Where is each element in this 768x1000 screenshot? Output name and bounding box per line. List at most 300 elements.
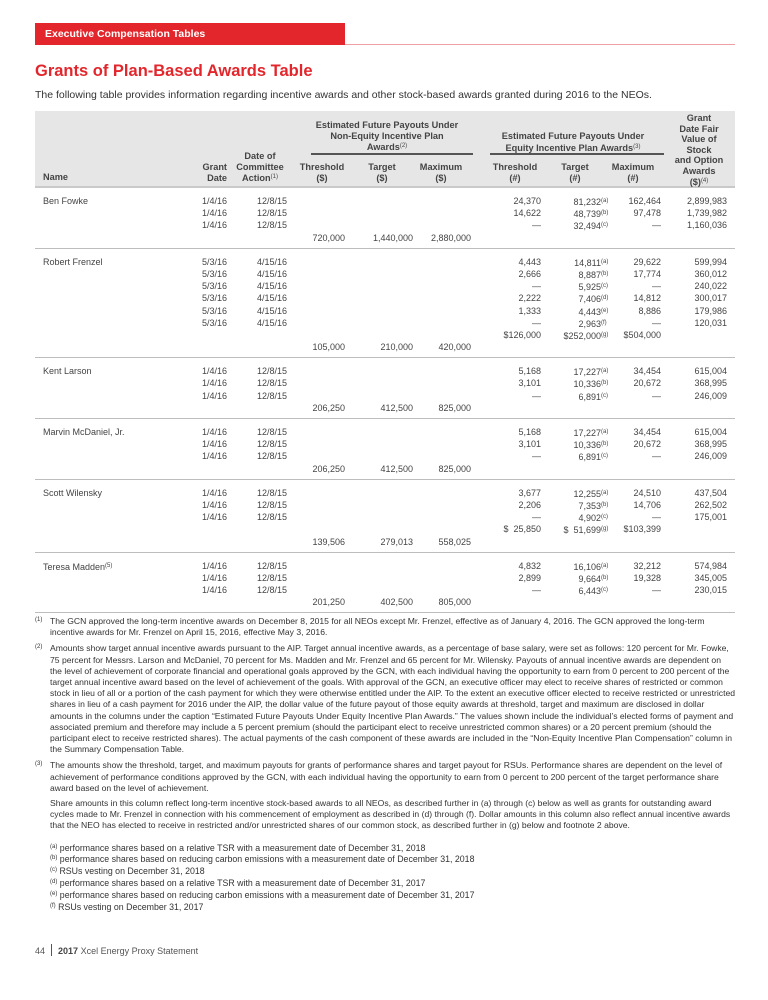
equity-threshold: 3,101 — [518, 439, 541, 450]
note-text: RSUs vesting on December 31, 2017 — [58, 901, 204, 912]
grant-date: 1/4/16 — [201, 451, 227, 462]
equity-threshold: — — [532, 317, 541, 328]
footnote-mark: (3) — [35, 761, 43, 768]
equity-target — [541, 207, 611, 220]
executive-group — [35, 480, 735, 553]
equity-maximum: 32,212 — [633, 560, 661, 571]
equity-threshold: 14,622 — [513, 208, 541, 219]
equity-target-value: 10,336 — [573, 379, 601, 390]
equity-maximum: 24,510 — [633, 487, 661, 498]
equity-target-value: $252,000 — [563, 330, 601, 341]
equity-maximum: 20,672 — [633, 378, 661, 389]
equity-target-value: 14,811 — [574, 257, 601, 268]
grants-table — [35, 111, 735, 613]
award-type-note — [50, 877, 735, 889]
equity-threshold: 2,899 — [518, 572, 541, 583]
equity-target-value: 4,902 — [578, 513, 601, 524]
executive-name — [43, 256, 103, 268]
committee-action-date: 12/8/15 — [256, 378, 287, 389]
equity-threshold: — — [532, 220, 541, 231]
footnote-ref: (c) — [601, 392, 608, 399]
equity-target — [541, 438, 611, 451]
equity-target — [541, 450, 611, 463]
equity-target — [541, 426, 611, 439]
equity-maximum: 34,454 — [633, 366, 661, 377]
equity-target-value: 9,664 — [578, 573, 601, 584]
grant-date-fair-value: 368,995 — [694, 439, 727, 450]
table-row — [35, 390, 735, 402]
committee-action-date: 4/15/16 — [256, 305, 287, 316]
footnote — [35, 643, 735, 755]
grant-date: 1/4/16 — [201, 366, 227, 377]
executive-group — [35, 188, 735, 249]
grant-date-fair-value: 615,004 — [694, 366, 727, 377]
equity-target — [541, 487, 611, 500]
equity-target — [541, 317, 611, 330]
equity-target-value: 6,891 — [578, 452, 601, 463]
table-row — [35, 365, 735, 377]
equity-target — [541, 268, 611, 281]
table-row — [35, 329, 735, 341]
executive-name-text: Ben Fowke — [43, 196, 89, 206]
grant-date: 1/4/16 — [201, 196, 227, 206]
executive-name-text: Teresa Madden — [43, 561, 106, 572]
page-footer — [35, 944, 198, 956]
committee-action-date: 12/8/15 — [256, 585, 287, 596]
grant-date-fair-value: 246,009 — [694, 451, 727, 462]
grant-date-fair-value: 246,009 — [694, 390, 727, 401]
table-row — [35, 572, 735, 584]
non-equity-maximum: 825,000 — [438, 463, 471, 474]
equity-target-value: 32,494 — [573, 221, 601, 232]
grant-date: 5/3/16 — [201, 268, 227, 279]
non-equity-row — [35, 463, 735, 475]
table-row — [35, 499, 735, 511]
equity-threshold: $126,000 — [503, 329, 541, 340]
table-row — [35, 438, 735, 450]
committee-action-date: 12/8/15 — [256, 487, 287, 498]
grant-date-fair-value: 599,994 — [694, 256, 727, 267]
equity-target — [541, 280, 611, 293]
footnote-text: Amounts show target annual incentive awards pursuant to the AIP. Target annual incentive awards, as a percentage of base salary, were set as follows: 120 percent for Mr. Fowke, 75 percent for Messrs. Larson and McDaniel, 70 percent for Ms. Madden and Mr. Frenzel and 65 percent for Mr. Wilensky. Payouts of annual incentive awards are dependent on the level of achievement of corporate financial and operational goals approved by the GCN, with each individual having the opportunity to earn from 0 percent to 200 percent of the target annual incentive award based on the level of achievement of the goals. With approval of the GCN, an executive officer may elect to receive shares of restricted or common stock in lieu of all or a portion of the cash payment for which they were otherwise entitled under the AIP. To the extent an executive officer elected to receive restricted or unrestricted shares in lieu of a cash payment for 2016 under the AIP, the dollar value of the future payout of those equity awards at threshold, target and maximum are disclosed in dollar amounts in the columns under the caption “Estimated Future Payouts Under Equity Incentive Plan Awards.” The values shown include the individual’s elected forms of payment and associated premium and therefore may include a 5 percent premium (should the participant elect to receive unrestricted common shares) or a 20 percent premium (should the participant elect to receive restricted shares). The actual payments of the cash component of these awards are included in the “Non-Equity Incentive Plan Compensation” column in the Summary Compensation Table. — [50, 643, 736, 755]
non-equity-threshold: 206,250 — [312, 463, 345, 474]
equity-group-rule — [490, 153, 664, 155]
grant-date-fair-value: 179,986 — [694, 305, 727, 316]
footnote-ref: (a) — [601, 562, 609, 569]
table-row — [35, 317, 735, 329]
note-text: performance shares based on a relative TSR with a measurement date of December 31, 2017 — [59, 878, 426, 889]
equity-maximum: 14,812 — [633, 293, 661, 304]
equity-threshold: 5,168 — [518, 366, 541, 377]
equity-threshold: — — [532, 390, 541, 401]
grant-date: 1/4/16 — [201, 585, 227, 596]
table-row — [35, 280, 735, 292]
grant-date: 1/4/16 — [201, 439, 227, 450]
equity-maximum: 17,774 — [633, 268, 661, 279]
footer-title: Xcel Energy Proxy Statement — [80, 946, 199, 956]
table-row — [35, 450, 735, 462]
non-equity-target: 402,500 — [380, 597, 413, 608]
header-grant-date: Grant Date — [202, 162, 227, 183]
footnote-ref: (5) — [105, 562, 113, 569]
header-ne-target: Target ($) — [368, 162, 396, 183]
equity-threshold: — — [532, 585, 541, 596]
non-equity-threshold: 139,506 — [312, 536, 345, 547]
footnote-ref: (b) — [601, 441, 609, 448]
footnote-ref: (e) — [601, 307, 609, 314]
page-number: 44 — [35, 946, 46, 956]
footnote-mark: (1) — [35, 617, 43, 623]
executive-name — [43, 195, 88, 207]
award-type-note — [50, 901, 735, 913]
note-mark: (e) — [50, 890, 58, 897]
grant-date: 5/3/16 — [201, 293, 227, 304]
table-row — [35, 560, 735, 572]
header-committee-action: Date of Committee Action$^{(1)}$ — [236, 151, 284, 183]
grant-date-fair-value: 368,995 — [694, 378, 727, 389]
table-row — [35, 268, 735, 280]
equity-maximum: $504,000 — [623, 329, 661, 340]
equity-threshold: — — [532, 512, 541, 523]
committee-action-date: 4/15/16 — [256, 281, 287, 292]
grant-date: 1/4/16 — [201, 487, 227, 498]
equity-threshold: 3,677 — [518, 487, 541, 498]
award-type-notes — [50, 842, 735, 913]
equity-target-value: 16,106 — [573, 561, 601, 572]
equity-target-value: 6,891 — [578, 391, 601, 402]
table-row — [35, 584, 735, 596]
grant-date: 5/3/16 — [201, 281, 227, 292]
non-equity-target: 279,013 — [380, 536, 413, 547]
equity-maximum: — — [652, 390, 661, 401]
footnote-ref: (b) — [601, 501, 609, 508]
note-mark: (a) — [50, 843, 58, 850]
equity-threshold: 3,101 — [518, 378, 541, 389]
grant-date-fair-value: 437,504 — [694, 487, 727, 498]
executive-name-text: Kent Larson — [43, 366, 92, 377]
footnote-ref: (a) — [601, 429, 609, 435]
equity-maximum: 8,886 — [638, 305, 661, 316]
committee-action-date: 12/8/15 — [256, 220, 287, 231]
header-eq-threshold: Threshold (#) — [492, 162, 538, 183]
note-mark: (c) — [50, 867, 57, 874]
equity-target — [541, 365, 611, 378]
table-row — [35, 292, 735, 304]
non-equity-maximum: 805,000 — [438, 597, 471, 608]
non-equity-row — [35, 596, 735, 608]
equity-target-value: 17,227 — [573, 428, 601, 438]
grant-date: 1/4/16 — [201, 427, 227, 437]
footnote-ref: (g) — [601, 526, 609, 533]
header-non-equity-group: Estimated Future Payouts Under Non-Equity Incentive Plan Awards$^{(2)}$ — [315, 120, 459, 152]
page-title: Grants of Plan-Based Awards Table — [35, 62, 313, 80]
equity-target — [541, 256, 611, 269]
header-name: Name — [43, 172, 69, 182]
note-mark: (d) — [50, 879, 58, 886]
non-equity-group-rule — [311, 153, 473, 155]
grant-date-fair-value: 345,005 — [694, 572, 727, 583]
committee-action-date: 4/15/16 — [256, 268, 287, 279]
equity-maximum: $103,399 — [623, 524, 661, 535]
equity-target-value: 7,406 — [578, 294, 601, 305]
header-ne-maximum: Maximum ($) — [419, 162, 463, 183]
table-header — [35, 111, 735, 188]
equity-threshold: 2,206 — [518, 499, 541, 510]
header-equity-group: Estimated Future Payouts Under Equity Incentive Plan Awards$^{(3)}$ — [501, 131, 645, 153]
footnote-ref: (c) — [601, 453, 608, 460]
non-equity-maximum: 558,025 — [438, 536, 471, 547]
footnote-ref: (c) — [601, 222, 608, 229]
equity-maximum: 19,328 — [633, 572, 661, 583]
executive-name-text: Scott Wilensky — [43, 487, 103, 498]
table-row — [35, 377, 735, 389]
table-row — [35, 426, 735, 438]
grant-date: 1/4/16 — [201, 208, 227, 219]
equity-maximum: — — [652, 317, 661, 328]
equity-target — [541, 195, 611, 208]
grant-date-fair-value: 360,012 — [694, 268, 727, 279]
committee-action-date: 4/15/16 — [256, 293, 287, 304]
executive-group — [35, 419, 735, 480]
banner-divider — [345, 44, 735, 45]
grant-date-fair-value: 1,739,982 — [686, 208, 727, 219]
executive-group — [35, 553, 735, 614]
equity-maximum: 97,478 — [633, 208, 661, 219]
non-equity-target: 412,500 — [380, 463, 413, 474]
committee-action-date: 12/8/15 — [256, 512, 287, 523]
footnote-ref: (c) — [601, 514, 608, 521]
executive-name — [43, 487, 102, 499]
committee-action-date: 12/8/15 — [256, 427, 287, 437]
grant-date: 1/4/16 — [201, 572, 227, 583]
non-equity-threshold: 105,000 — [312, 342, 345, 353]
footnote-text: The GCN approved the long-term incentive awards on December 8, 2015 for all NEOs except Mr. Frenzel, effective as of January 4, 2016. The GCN approved the long-term incentive awards for Mr. Frenzel on April 15, 2016, effective May 3, 2016. — [50, 616, 705, 638]
equity-threshold: 24,370 — [513, 196, 541, 206]
equity-maximum: 29,622 — [633, 256, 661, 267]
header-eq-maximum: Maximum (#) — [611, 162, 655, 183]
footnotes — [35, 616, 735, 912]
equity-maximum: — — [652, 281, 661, 292]
grant-date: 1/4/16 — [201, 560, 227, 571]
grant-date-fair-value: 2,899,983 — [686, 196, 727, 206]
header-eq-target: Target (#) — [561, 162, 589, 183]
equity-target — [541, 329, 611, 342]
non-equity-maximum: 2,880,000 — [430, 232, 471, 243]
grant-date-fair-value: 175,001 — [694, 512, 727, 523]
committee-action-date: 12/8/15 — [256, 451, 287, 462]
committee-action-date: 12/8/15 — [256, 196, 287, 206]
non-equity-threshold: 201,250 — [312, 597, 345, 608]
equity-threshold: — — [532, 451, 541, 462]
footnote-text: The amounts show the threshold, target, and maximum payouts for grants of performance shares and target payout for RSUs. Performance shares are dependent on the level of achievement of performance conditions approved by the GCN, with each individual having the opportunity to earn from 0 percent to 200 percent of the target performance share award based on the level of achievement. — [50, 760, 723, 793]
table-row — [35, 207, 735, 219]
grant-date: 5/3/16 — [201, 256, 227, 267]
footnote — [35, 760, 735, 831]
footnote-mark: (2) — [35, 644, 43, 651]
grant-date-fair-value: 240,022 — [694, 281, 727, 292]
footnote-ref: (c) — [601, 283, 608, 290]
equity-target — [541, 292, 611, 305]
section-banner — [35, 23, 735, 46]
footnote-ref: (b) — [601, 380, 609, 387]
equity-target-value: 81,232 — [573, 197, 601, 207]
equity-target-value: 48,739 — [573, 209, 601, 220]
footnote-ref: (a) — [601, 198, 609, 204]
equity-threshold: 4,832 — [518, 560, 541, 571]
grant-date-fair-value: 574,984 — [694, 560, 727, 571]
note-text: RSUs vesting on December 31, 2018 — [59, 866, 205, 877]
award-type-note — [50, 865, 735, 877]
grant-date: 1/4/16 — [201, 499, 227, 510]
table-row — [35, 487, 735, 499]
equity-target — [541, 560, 611, 573]
section-banner-label: Executive Compensation Tables — [35, 23, 345, 45]
executive-name-text: Robert Frenzel — [43, 256, 103, 267]
footnote-ref: (b) — [601, 574, 609, 581]
note-mark: (f) — [50, 902, 56, 909]
executive-name-text: Marvin McDaniel, Jr. — [43, 427, 125, 437]
grant-date: 1/4/16 — [201, 378, 227, 389]
grant-date: 1/4/16 — [201, 220, 227, 231]
equity-target-value: 2,963 — [578, 318, 601, 329]
executive-name — [43, 560, 112, 573]
table-row — [35, 219, 735, 231]
intro-text: The following table provides information regarding incentive awards and other stock-based awards granted during 2016 to the NEOs. — [35, 89, 652, 101]
footnote-ref: (b) — [601, 210, 609, 217]
equity-target — [541, 499, 611, 512]
equity-target-value: 12,255 — [573, 488, 601, 499]
table-row — [35, 523, 735, 535]
non-equity-maximum: 825,000 — [438, 402, 471, 413]
grant-date-fair-value: 1,160,036 — [686, 220, 727, 231]
committee-action-date: 12/8/15 — [256, 572, 287, 583]
non-equity-row — [35, 341, 735, 353]
grant-date-fair-value: 120,031 — [694, 317, 727, 328]
equity-maximum: 14,706 — [633, 499, 661, 510]
table-row — [35, 511, 735, 523]
non-equity-row — [35, 536, 735, 548]
non-equity-maximum: 420,000 — [438, 342, 471, 353]
grant-date: 1/4/16 — [201, 390, 227, 401]
committee-action-date: 12/8/15 — [256, 560, 287, 571]
committee-action-date: 12/8/15 — [256, 366, 287, 377]
equity-threshold: 2,222 — [518, 293, 541, 304]
equity-target — [541, 572, 611, 585]
equity-threshold: 1,333 — [518, 305, 541, 316]
executive-group — [35, 358, 735, 419]
equity-maximum: — — [652, 585, 661, 596]
award-type-note — [50, 889, 735, 901]
equity-target-value: $ 51,699 — [563, 525, 601, 536]
table-body — [35, 188, 735, 613]
note-text: performance shares based on reducing carbon emissions with a measurement date of December 31, 2018 — [59, 854, 475, 865]
equity-target-value: 4,443 — [578, 306, 601, 317]
header-fair-value: Grant Date Fair Value of Stock and Option Awards ($)$^{(4)}$ — [674, 113, 724, 187]
equity-target-value: 17,227 — [573, 367, 601, 378]
table-row — [35, 256, 735, 268]
equity-target-value: 8,887 — [578, 269, 601, 280]
grant-date: 1/4/16 — [201, 512, 227, 523]
equity-threshold: $ 25,850 — [503, 524, 541, 535]
equity-target — [541, 511, 611, 524]
equity-target — [541, 584, 611, 597]
footnote-ref: (a) — [601, 258, 609, 265]
footnote-ref: (a) — [601, 368, 609, 375]
footer-divider — [51, 944, 52, 956]
note-mark: (b) — [50, 855, 58, 862]
executive-group — [35, 249, 735, 359]
footer-year: 2017 — [58, 946, 79, 956]
committee-action-date: 4/15/16 — [256, 256, 287, 267]
equity-threshold: 2,666 — [518, 268, 541, 279]
equity-threshold: — — [532, 281, 541, 292]
note-text: performance shares based on a relative TSR with a measurement date of December 31, 2018 — [59, 842, 426, 853]
grant-date-fair-value: 615,004 — [694, 427, 727, 437]
footnote-ref: (g) — [601, 331, 609, 338]
equity-target-value: 5,925 — [578, 282, 601, 293]
equity-maximum: 20,672 — [633, 439, 661, 450]
grant-date-fair-value: 262,502 — [694, 499, 727, 510]
non-equity-row — [35, 232, 735, 244]
footnote-text: Share amounts in this column reflect long-term incentive stock-based awards to all NEOs, as described further in (a) through (c) below as well as grants for outstanding award cycles made to Mr. Frenzel in connection with his commencement of employment as described in (d) through (f). Dollar amounts in this column also reflect annual incentive awards that the NEO has elected to receive in restricted and/or unrestricted shares of our common stock, as described further in (g) below and footnote 2 above. — [50, 798, 731, 831]
table-row — [35, 305, 735, 317]
committee-action-date: 12/8/15 — [256, 499, 287, 510]
non-equity-row — [35, 402, 735, 414]
grant-date: 5/3/16 — [201, 305, 227, 316]
executive-name — [43, 426, 125, 438]
footnote-ref: (b) — [601, 270, 609, 277]
equity-threshold: 5,168 — [518, 427, 541, 437]
non-equity-target: 412,500 — [380, 402, 413, 413]
award-type-note — [50, 853, 735, 865]
executive-name — [43, 365, 92, 377]
equity-target — [541, 377, 611, 390]
equity-maximum: — — [652, 451, 661, 462]
non-equity-target: 210,000 — [380, 342, 413, 353]
committee-action-date: 12/8/15 — [256, 390, 287, 401]
equity-target — [541, 523, 611, 536]
footnote — [35, 616, 735, 638]
committee-action-date: 12/8/15 — [256, 208, 287, 219]
equity-maximum: 162,464 — [628, 196, 661, 206]
grant-date: 5/3/16 — [201, 317, 227, 328]
header-ne-threshold: Threshold ($) — [299, 162, 345, 183]
award-type-note — [50, 842, 735, 854]
equity-target-value: 6,443 — [578, 586, 601, 597]
equity-target-value: 10,336 — [573, 440, 601, 451]
footnote-ref: (a) — [601, 489, 609, 496]
equity-target — [541, 305, 611, 318]
note-text: performance shares based on reducing carbon emissions with a measurement date of December 31, 2017 — [59, 889, 475, 900]
table-row — [35, 195, 735, 207]
non-equity-threshold: 206,250 — [312, 402, 345, 413]
equity-threshold: 4,443 — [518, 256, 541, 267]
equity-target-value: 7,353 — [578, 500, 601, 511]
footnote-ref: (c) — [601, 587, 608, 594]
equity-target — [541, 390, 611, 403]
committee-action-date: 4/15/16 — [256, 317, 287, 328]
non-equity-target: 1,440,000 — [372, 232, 413, 243]
non-equity-threshold: 720,000 — [312, 232, 345, 243]
footnote-ref: (d) — [601, 295, 609, 302]
footnote-ref: (f) — [601, 319, 607, 326]
committee-action-date: 12/8/15 — [256, 439, 287, 450]
equity-maximum: 34,454 — [633, 427, 661, 437]
grant-date-fair-value: 230,015 — [694, 585, 727, 596]
grant-date-fair-value: 300,017 — [694, 293, 727, 304]
equity-maximum: — — [652, 512, 661, 523]
equity-target — [541, 219, 611, 232]
